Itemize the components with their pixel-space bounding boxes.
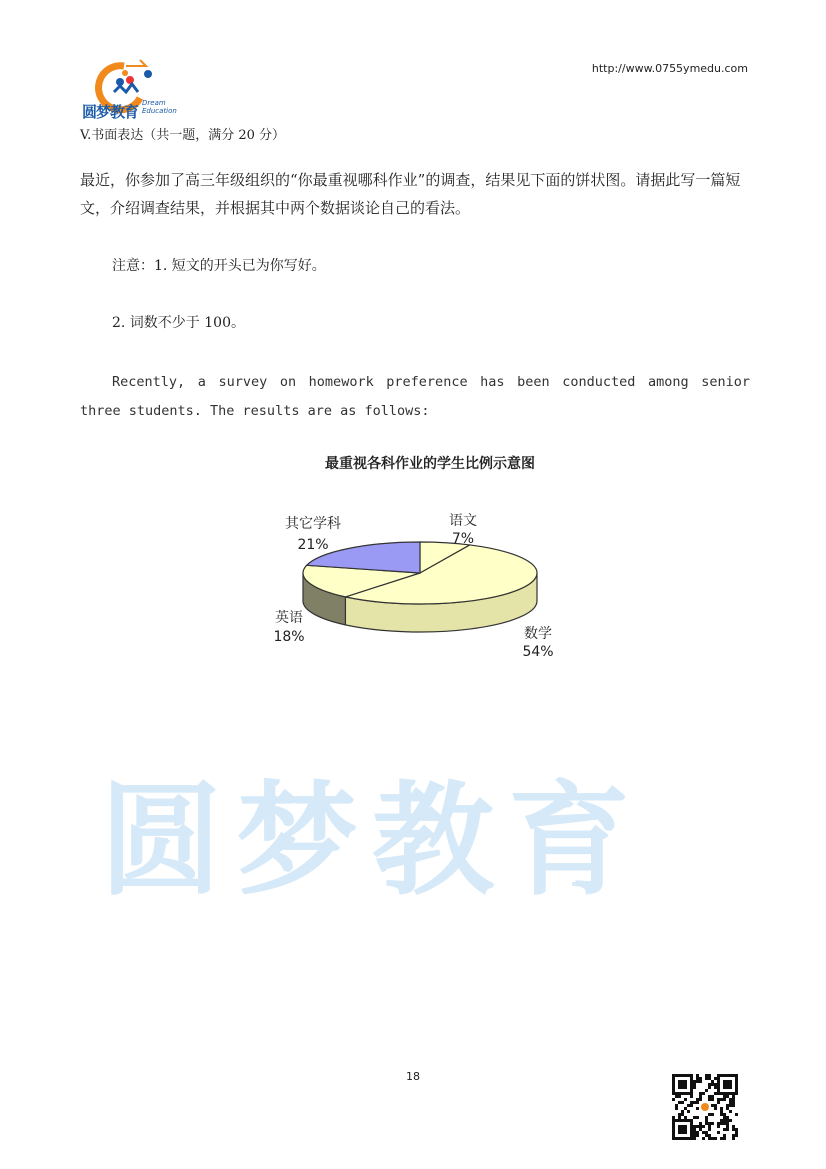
label-shuxue-value: 54% [522,644,554,660]
chart-title: 最重视各科作业的学生比例示意图 [325,456,535,472]
note-2: 2. 词数不少于 100。 [112,315,245,331]
logo-text: 圆梦教育 [82,103,139,121]
header-url[interactable]: http://www.0755ymedu.com [591,62,748,75]
qr-code-icon[interactable] [672,1074,738,1140]
logo-english: Dream Education [142,99,177,115]
label-yingyu-value: 18% [273,629,305,645]
label-yuwen-value: 7% [451,531,475,547]
label-shuxue: 数学 [524,626,552,642]
watermark: 圆梦教育 [100,770,644,912]
english-opening: Recently, a survey on homework preference has been conducted among senior three students. The results are as follows: [80,374,750,419]
page-number: 18 [406,1070,420,1083]
label-yingyu: 英语 [275,610,303,626]
label-qita: 其它学科 [285,516,341,532]
note-1: 注意：1. 短文的开头已为你写好。 [112,258,326,274]
section-title: V.书面表达（共一题，满分 20 分） [80,128,286,143]
pie-chart [200,470,630,680]
label-qita-value: 21% [297,537,329,553]
prompt-paragraph: 最近，你参加了高三年级组织的“你最重视哪科作业”的调查，结果见下面的饼状图。请据此写一篇短文，介绍调查结果，并根据其中两个数据谈论自己的看法。 [80,171,741,217]
label-yuwen: 语文 [449,513,477,529]
